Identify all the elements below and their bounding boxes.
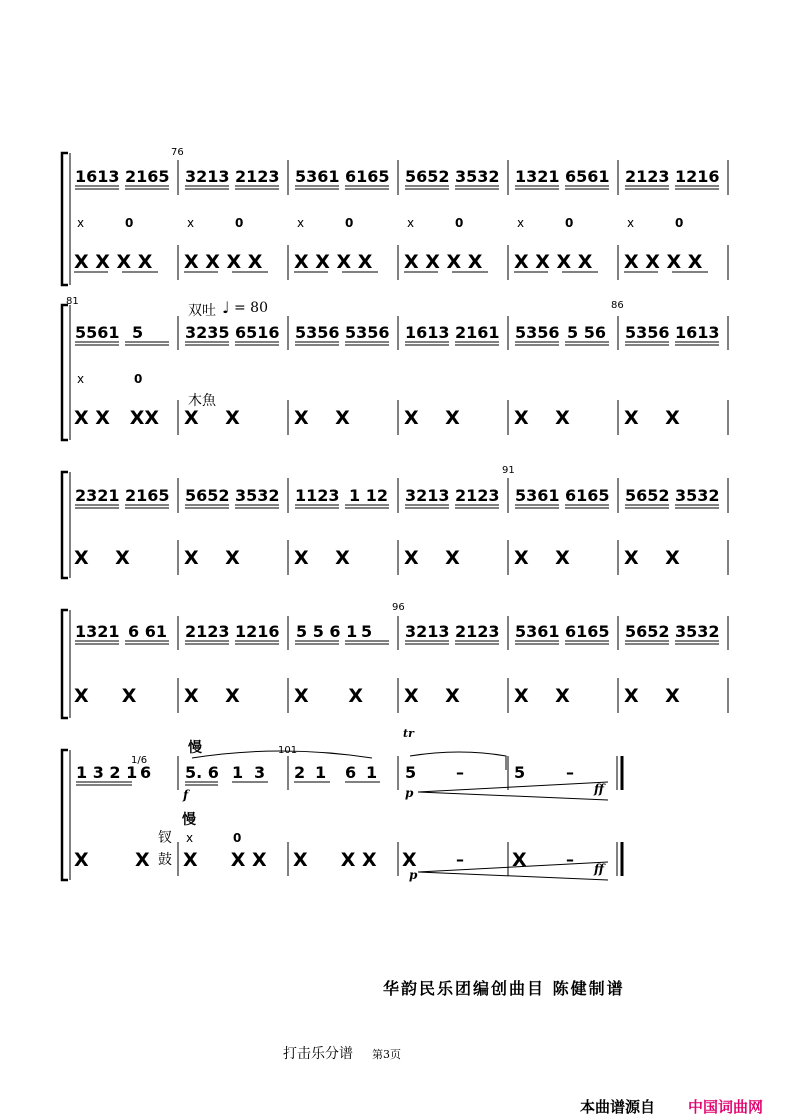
drum-pattern: X X [184,685,240,707]
drum-pattern: X X X X [514,251,593,273]
measure-number: 81 [66,296,79,307]
melody-group: 1123 [295,486,340,505]
melody-group: 5561 [75,323,120,342]
melody-group: 5652 [185,486,230,505]
dynamic-p: p [405,786,414,800]
perc-rest: 0 [565,216,574,230]
drum-pattern: X X [514,685,570,707]
measure-number: 91 [502,465,515,476]
melody-note: 5 [405,763,417,782]
drum-pattern: X X [624,407,680,429]
drum-pattern: X X X [183,849,267,871]
melody-group: 3213 [405,486,450,505]
melody-group: 1 12 [349,486,388,505]
melody-group: 2165 [125,167,170,186]
drum-pattern: X X [74,849,150,871]
measure-number: 76 [171,147,184,158]
instrument-label: 木魚 [188,393,216,409]
melody-group: 3532 [675,622,720,641]
melody-dash: – [456,763,464,782]
melody-group: 5361 [515,486,560,505]
tempo-value: = 80 [234,300,268,316]
perc-note: x [297,216,305,230]
melody-group: 6561 [565,167,610,186]
melody-group: 3532 [235,486,280,505]
drum-pattern: X X [624,685,680,707]
slow-marking: 慢 [182,812,196,828]
melody-group: 5356 [625,323,670,342]
perc-rest: 0 [235,216,244,230]
melody-note: 1 [366,763,378,782]
melody-group: 5356 [515,323,560,342]
melody-group: 6165 [565,622,610,641]
instrument-label: 鼓 [158,852,172,868]
slow-marking: 慢 [188,740,202,756]
measure-number: 96 [392,602,405,613]
melody-note: 1 [315,763,327,782]
melody-group: 1216 [235,622,280,641]
melody-group: 1321 [515,167,560,186]
system-brace [62,610,68,718]
drum-roll: X [402,849,417,871]
instrument-label: 钗 [158,830,172,846]
perc-rest: 0 [345,216,354,230]
melody-group: 6516 [235,323,280,342]
melody-group: 5356 [295,323,340,342]
melody-group: 2165 [125,486,170,505]
melody-group: 1321 [75,622,120,641]
melody-group: 3235 [185,323,230,342]
perc-note: x [77,372,85,386]
melody-group: 6165 [565,486,610,505]
perc-note: x [627,216,635,230]
drum-pattern: X X [294,407,350,429]
drum-pattern: X X X X [74,251,153,273]
perc-rest: 0 [125,216,134,230]
drum-pattern: X X [184,547,240,569]
melody-group: 1613 [405,323,450,342]
melody-group: 5 56 [567,323,606,342]
melody-dash: – [566,763,574,782]
system-brace [62,153,68,285]
tempo-text: 双吐 [188,303,216,319]
drum-roll: X [512,849,527,871]
melody-group: 2123 [455,486,500,505]
perc-rest: 0 [675,216,684,230]
melody-note: 6 [140,763,152,782]
melody-group: 5 [361,622,373,641]
credit-text: 华韵民乐团编创曲目 陈健制谱 [383,979,625,998]
drum-pattern: X X X X [184,251,263,273]
perc-note: x [77,216,85,230]
crescendo [418,872,608,880]
drum-pattern: X X [294,547,350,569]
melody-group: 5361 [515,622,560,641]
melody-group: 2123 [455,622,500,641]
drum-pattern: X X [184,407,240,429]
drum-pattern: X X X X [294,251,373,273]
drum-pattern: X X [514,407,570,429]
perc-rest: 0 [233,831,242,845]
dynamic-p: p [409,868,418,882]
melody-group: 5361 [295,167,340,186]
melody-note: 2 [294,763,306,782]
system-brace [62,750,68,880]
system-brace [62,472,68,578]
melody-group: 5 [132,323,144,342]
grace-note: 1/6 [131,755,148,766]
perc-note: x [407,216,415,230]
melody-group: 2123 [235,167,280,186]
perc-rest: 0 [134,372,143,386]
melody-group: 2123 [185,622,230,641]
system-brace [62,305,68,440]
perc-dash: – [456,850,464,869]
melody-group: 3532 [455,167,500,186]
trill-mark: tr [403,727,414,740]
footer-page: 第3页 [372,1048,401,1061]
melody-group: 5. 6 [185,763,219,782]
melody-group: 1 3 2 1 [76,763,138,782]
drum-pattern: X X XX [74,407,160,429]
crescendo [418,782,608,792]
drum-pattern: X X [624,547,680,569]
quarter-note-icon: ♩ [222,298,230,317]
perc-rest: 0 [455,216,464,230]
crescendo [418,792,608,800]
melody-note: 6 [345,763,357,782]
drum-pattern: X X X [293,849,377,871]
melody-group: 2123 [625,167,670,186]
watermark-source: 本曲谱源自 [580,1098,656,1116]
melody-group: 1613 [675,323,720,342]
melody-group: 5652 [625,486,670,505]
drum-pattern: X X [404,407,460,429]
melody-group: 2321 [75,486,120,505]
drum-pattern: X X [74,547,130,569]
drum-pattern: X X [404,547,460,569]
melody-group: 1216 [675,167,720,186]
dynamic-ff: ff [594,782,604,796]
melody-group: 2161 [455,323,500,342]
melody-group: 5 5 6 1 [296,622,358,641]
drum-pattern: X X [514,547,570,569]
perc-note: x [186,831,194,845]
melody-group: 5652 [625,622,670,641]
melody-note: 1 [232,763,244,782]
drum-pattern: X X [404,685,460,707]
measure-number: 86 [611,300,624,311]
melody-group: 3213 [185,167,230,186]
melody-group: 1613 [75,167,120,186]
drum-pattern: X X X X [624,251,703,273]
melody-group: 3532 [675,486,720,505]
melody-group: 5652 [405,167,450,186]
dynamic-ff: ff [594,862,604,876]
dynamic-f: f [183,788,189,802]
perc-note: x [517,216,525,230]
drum-pattern: X X X X [404,251,483,273]
melody-group: 5356 [345,323,390,342]
footer-title: 打击乐分谱 [283,1046,353,1062]
drum-pattern: X X [74,685,137,707]
measure-number: 101 [278,745,298,756]
perc-dash: – [566,850,574,869]
watermark-site: 中国词曲网 [688,1098,764,1116]
melody-note: 5 [514,763,526,782]
perc-note: x [187,216,195,230]
melody-group: 6165 [345,167,390,186]
drum-pattern: X X [294,685,363,707]
melody-group: 6 61 [128,622,167,641]
melody-note: 3 [254,763,266,782]
melody-group: 3213 [405,622,450,641]
